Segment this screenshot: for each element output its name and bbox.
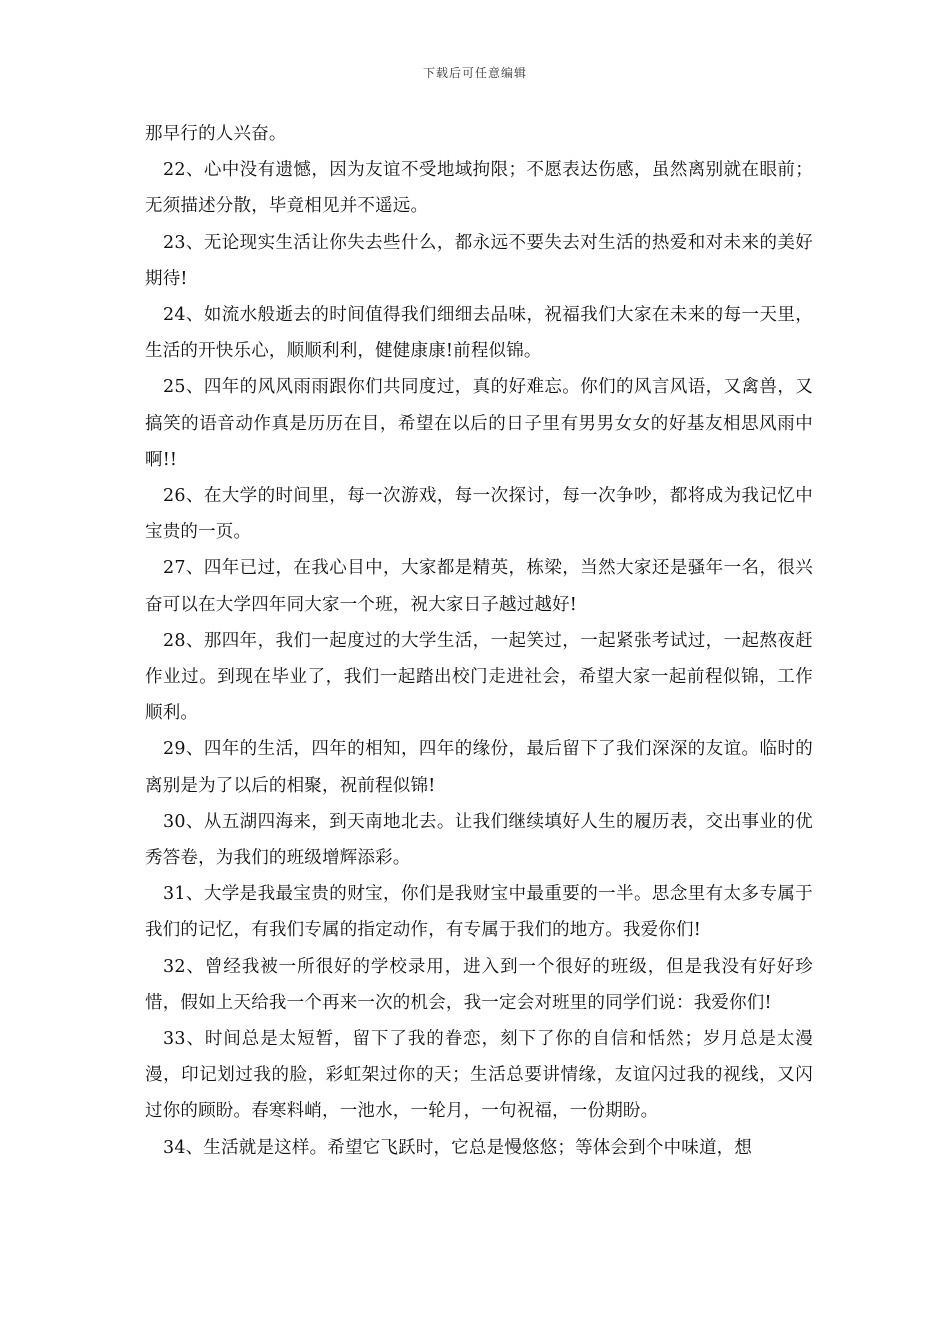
page-header: 下载后可任意编辑: [422, 66, 527, 80]
paragraph-25: 25、四年的风风雨雨跟你们共同度过，真的好难忘。你们的风言风语，又禽兽，又搞笑的语音动作真是历历在目，希望在以后的日子里有男男女女的好基友相思风雨中啊!!: [145, 377, 813, 470]
paragraph-26: 26、在大学的时间里，每一次游戏，每一次探讨，每一次争吵，都将成为我记忆中宝贵的一页。: [145, 486, 813, 543]
paragraph-33: 33、时间总是太短暂，留下了我的眷恋，刻下了你的自信和恬然；岁月总是太漫漫，印记划过我的脸，彩虹架过你的天；生活总要讲情缘，友谊闪过我的视线，又闪过你的顾盼。春寒料峭，一池水，一轮月，一句祝福，一份期盼。: [145, 1029, 813, 1122]
paragraph-29: 29、四年的生活，四年的相知，四年的缘份，最后留下了我们深深的友谊。临时的离别是为了以后的相聚，祝前程似锦!: [145, 739, 813, 796]
paragraph-24: 24、如流水般逝去的时间值得我们细细去品味，祝福我们大家在未来的每一天里，生活的开快乐心，顺顺利利，健健康康!前程似锦。: [145, 305, 813, 362]
paragraph-30: 30、从五湖四海来，到天南地北去。让我们继续填好人生的履历表，交出事业的优秀答卷，为我们的班级增辉添彩。: [145, 811, 813, 869]
paragraph-31: 31、大学是我最宝贵的财宝，你们是我财宝中最重要的一半。思念里有太多专属于我们的记忆，有我们专属的指定动作，有专属于我们的地方。我爱你们!: [145, 884, 813, 941]
paragraph-32: 32、曾经我被一所很好的学校录用，进入到一个很好的班级，但是我没有好好珍惜，假如上天给我一个再来一次的机会，我一定会对班里的同学们说：我爱你们!: [145, 956, 813, 1013]
paragraph-continuation: 那早行的人兴奋。: [145, 124, 287, 144]
paragraph-23: 23、无论现实生活让你失去些什么，都永远不要失去对生活的热爱和对未来的美好期待!: [145, 232, 813, 289]
paragraph-28: 28、那四年，我们一起度过的大学生活，一起笑过，一起紧张考试过，一起熬夜赶作业过。到现在毕业了，我们一起踏出校门走进社会，希望大家一起前程似锦，工作顺利。: [145, 630, 813, 724]
paragraph-27: 27、四年已过，在我心目中，大家都是精英，栋梁，当然大家还是骚年一名，很兴奋可以在大学四年同大家一个班，祝大家日子越过越好!: [145, 558, 813, 615]
paragraph-34: 34、生活就是这样。希望它飞跃时，它总是慢悠悠；等体会到个中味道，想: [163, 1137, 753, 1158]
paragraph-22: 22、心中没有遗憾，因为友谊不受地域拘限；不愿表达伤感，虽然离别就在眼前；无须描述分散，毕竟相见并不遥远。: [145, 160, 813, 217]
document-body: [145, 116, 813, 1166]
